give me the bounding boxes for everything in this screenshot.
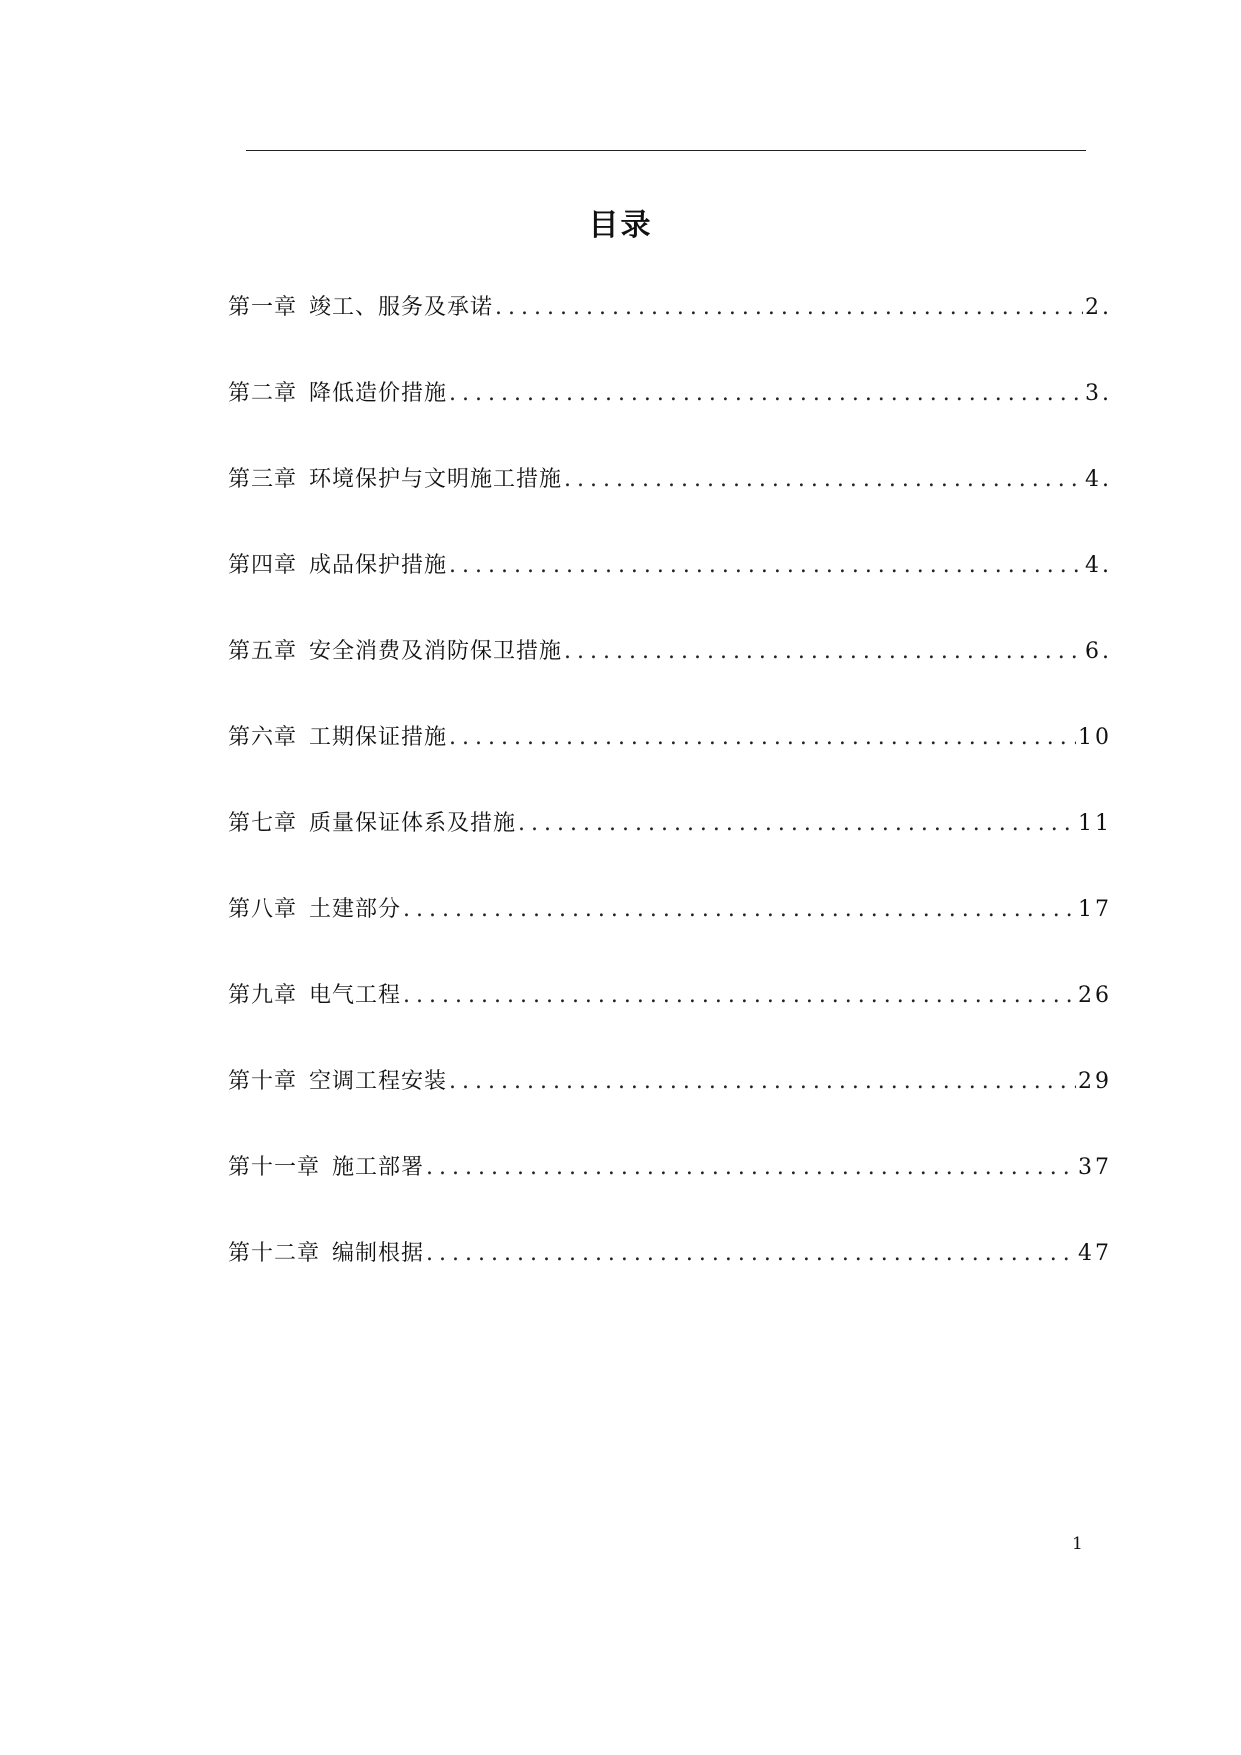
toc-dot-leader bbox=[449, 1069, 1076, 1094]
toc-chapter-number: 第八章 bbox=[228, 897, 298, 922]
toc-chapter-heading: 降低造价措施 bbox=[309, 381, 448, 406]
toc-dot-leader bbox=[449, 553, 1083, 578]
toc-list bbox=[228, 290, 1112, 1322]
header-rule bbox=[246, 150, 1086, 151]
toc-chapter-number: 第九章 bbox=[228, 983, 298, 1008]
toc-page-number: 11 bbox=[1078, 811, 1112, 836]
toc-entry[interactable] bbox=[228, 548, 1112, 634]
toc-title: 目录 bbox=[588, 208, 653, 243]
toc-page-number: 17 bbox=[1078, 897, 1112, 922]
toc-chapter-number: 第七章 bbox=[228, 811, 298, 836]
toc-chapter-heading: 安全消费及消防保卫措施 bbox=[309, 639, 563, 664]
toc-page-number: 4. bbox=[1085, 553, 1112, 578]
toc-page-number: 26 bbox=[1078, 983, 1112, 1008]
toc-dot-leader bbox=[449, 725, 1076, 750]
toc-chapter-heading: 成品保护措施 bbox=[309, 553, 448, 578]
toc-chapter-heading: 空调工程安装 bbox=[309, 1069, 448, 1094]
toc-dot-leader bbox=[403, 983, 1076, 1008]
toc-page-number: 3. bbox=[1085, 381, 1112, 406]
toc-page-number: 4. bbox=[1085, 467, 1112, 492]
toc-page-number: 10 bbox=[1078, 725, 1112, 750]
toc-entry[interactable] bbox=[228, 462, 1112, 548]
toc-chapter-heading: 竣工、服务及承诺 bbox=[309, 295, 494, 320]
toc-chapter-heading: 电气工程 bbox=[309, 983, 402, 1008]
toc-chapter-number: 第十章 bbox=[228, 1069, 298, 1094]
toc-page-number: 6. bbox=[1085, 639, 1112, 664]
toc-chapter-number: 第十二章 bbox=[228, 1241, 321, 1266]
toc-chapter-number: 第六章 bbox=[228, 725, 298, 750]
toc-dot-leader bbox=[449, 381, 1083, 406]
toc-chapter-number: 第一章 bbox=[228, 295, 298, 320]
toc-entry[interactable] bbox=[228, 978, 1112, 1064]
toc-chapter-number: 第五章 bbox=[228, 639, 298, 664]
toc-entry[interactable] bbox=[228, 892, 1112, 978]
toc-chapter-number: 第十一章 bbox=[228, 1155, 321, 1180]
toc-entry[interactable] bbox=[228, 634, 1112, 720]
toc-entry[interactable] bbox=[228, 1236, 1112, 1322]
toc-entry[interactable] bbox=[228, 290, 1112, 376]
toc-chapter-heading: 工期保证措施 bbox=[309, 725, 448, 750]
toc-page-number: 2. bbox=[1085, 295, 1112, 320]
page-number: 1 bbox=[1072, 1534, 1083, 1554]
toc-dot-leader bbox=[426, 1155, 1076, 1180]
toc-entry[interactable] bbox=[228, 1150, 1112, 1236]
toc-dot-leader bbox=[426, 1241, 1076, 1266]
toc-chapter-heading: 土建部分 bbox=[309, 897, 402, 922]
toc-entry[interactable] bbox=[228, 806, 1112, 892]
toc-page-number: 29 bbox=[1078, 1069, 1112, 1094]
toc-dot-leader bbox=[403, 897, 1076, 922]
toc-chapter-heading: 施工部署 bbox=[332, 1155, 425, 1180]
toc-dot-leader bbox=[495, 295, 1083, 320]
toc-chapter-number: 第四章 bbox=[228, 553, 298, 578]
toc-dot-leader bbox=[564, 467, 1083, 492]
toc-chapter-heading: 编制根据 bbox=[332, 1241, 425, 1266]
toc-page-number: 47 bbox=[1078, 1241, 1112, 1266]
toc-entry[interactable] bbox=[228, 720, 1112, 806]
toc-page-number: 37 bbox=[1078, 1155, 1112, 1180]
toc-entry[interactable] bbox=[228, 1064, 1112, 1150]
toc-chapter-heading: 环境保护与文明施工措施 bbox=[309, 467, 563, 492]
toc-dot-leader bbox=[564, 639, 1083, 664]
toc-dot-leader bbox=[518, 811, 1076, 836]
toc-chapter-heading: 质量保证体系及措施 bbox=[309, 811, 517, 836]
toc-chapter-number: 第二章 bbox=[228, 381, 298, 406]
toc-entry[interactable] bbox=[228, 376, 1112, 462]
toc-chapter-number: 第三章 bbox=[228, 467, 298, 492]
